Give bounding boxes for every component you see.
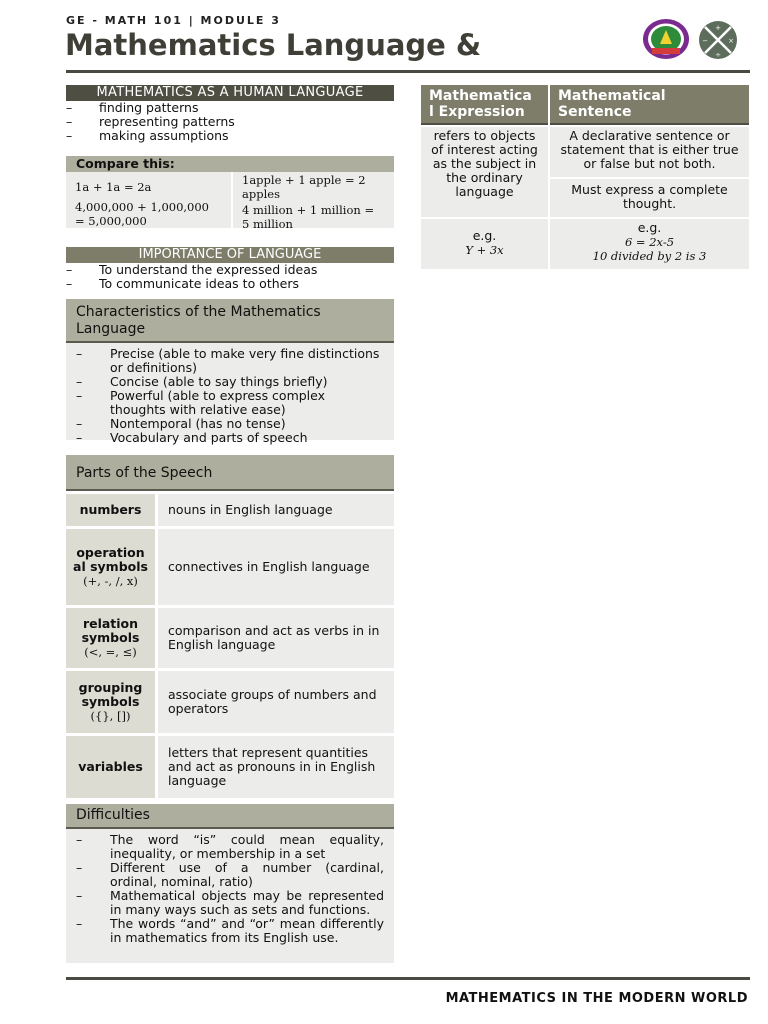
compare-line: 4 million + 1 million = 5 million (242, 203, 375, 231)
parts-heading: Parts of the Speech (66, 455, 394, 491)
list-item: – Mathematical objects may be represented in many ways such as sets and functions. (76, 889, 384, 917)
parts-term-label: grouping symbols (78, 680, 143, 709)
parts-term (66, 529, 155, 605)
parts-desc: nouns in English language (158, 494, 394, 526)
module-kicker: GE - MATH 101 | MODULE 3 (66, 14, 281, 27)
sentence-column-header: Mathematical Sentence (550, 85, 749, 125)
sentence-example-value-1: 6 = 2x-5 (624, 235, 675, 249)
parts-desc: connectives in English language (158, 529, 394, 605)
sentence-example (550, 219, 749, 269)
parts-term (66, 736, 155, 798)
compare-heading: Compare this: (66, 156, 394, 172)
list-item: – Vocabulary and parts of speech (76, 431, 384, 445)
college-seal-logo (642, 18, 690, 60)
svg-text:×: × (728, 37, 734, 45)
difficulties-section (66, 804, 394, 963)
parts-term-label: numbers (79, 502, 142, 517)
compare-section (66, 156, 394, 231)
difficulties-body (66, 829, 394, 963)
svg-text:−: − (702, 37, 708, 45)
characteristics-list (76, 347, 384, 445)
example-label: e.g. (472, 228, 497, 243)
parts-section (66, 455, 394, 798)
expression-example-value: Y + 3x (465, 243, 504, 257)
svg-text:÷: ÷ (715, 51, 721, 59)
human-language-heading: MATHEMATICS AS A HUMAN LANGUAGE (66, 85, 394, 101)
compare-line: 1apple + 1 apple = 2 apples (242, 173, 366, 201)
expression-definition: refers to objects of interest acting as the subject in the ordinary language (421, 127, 548, 217)
parts-row-operational (66, 529, 394, 605)
list-item: – representing patterns (66, 115, 394, 129)
sentence-requirement: Must express a complete thought. (550, 179, 749, 217)
sentence-definition: A declarative sentence or statement that is either true or false but not both. (550, 127, 749, 177)
svg-text:+: + (715, 24, 721, 32)
importance-heading: IMPORTANCE OF LANGUAGE (66, 247, 394, 263)
parts-term (66, 494, 155, 526)
importance-section (66, 247, 394, 291)
list-item: – finding patterns (66, 101, 394, 115)
characteristics-body (66, 343, 394, 445)
parts-term-symbols: ({}, []) (90, 709, 131, 723)
sentence-example-value-2: 10 divided by 2 is 3 (592, 249, 707, 263)
list-item: – To understand the expressed ideas (66, 263, 394, 277)
list-item: – Concise (able to say things briefly) (76, 375, 384, 389)
table-row (421, 219, 749, 269)
human-language-list (66, 101, 394, 143)
list-item: – Precise (able to make very fine distinctions or definitions) (76, 347, 384, 375)
list-item: – making assumptions (66, 129, 394, 143)
example-label: e.g. (637, 220, 662, 235)
parts-term-symbols: (+, -, /, x) (83, 574, 138, 588)
list-item: – To communicate ideas to others (66, 277, 394, 291)
expression-sentence-table (421, 85, 749, 269)
parts-term-label: relation symbols (81, 616, 140, 645)
parts-desc: letters that represent quantities and act as pronouns in in English language (158, 736, 394, 798)
compare-row (66, 172, 394, 231)
parts-term-label: operation al symbols (73, 545, 148, 574)
characteristics-heading: Characteristics of the Mathematics Language (66, 299, 394, 343)
parts-term-symbols: (<, =, ≤) (84, 645, 137, 659)
parts-term-label: variables (78, 759, 143, 774)
compare-cell-right (233, 172, 394, 231)
list-item: – The word “is” could mean equality, inequality, or membership in a set (76, 833, 384, 861)
list-item: – Different use of a number (cardinal, ordinal, nominal, ratio) (76, 861, 384, 889)
list-item: – Nontemporal (has no tense) (76, 417, 384, 431)
sentence-definition-cell (550, 127, 749, 217)
compare-line: 1a + 1a = 2a (75, 180, 152, 194)
parts-row-relation (66, 608, 394, 668)
expression-column-header: Mathematica l Expression (421, 85, 548, 125)
characteristics-section (66, 299, 394, 445)
compare-cell-left (66, 172, 231, 228)
math-symbols-logo (698, 20, 738, 60)
page-title: Mathematics Language & (65, 28, 482, 62)
parts-term (66, 608, 155, 668)
header-rule (66, 70, 750, 73)
table-row (421, 127, 749, 217)
importance-list (66, 263, 394, 291)
parts-desc: associate groups of numbers and operators (158, 671, 394, 733)
footer-title: MATHEMATICS IN THE MODERN WORLD (445, 991, 748, 1006)
parts-desc: comparison and act as verbs in in English language (158, 608, 394, 668)
parts-row-numbers (66, 494, 394, 526)
compare-line: 4,000,000 + 1,000,000 = 5,000,000 (75, 200, 210, 228)
human-language-section (66, 85, 394, 143)
difficulties-heading: Difficulties (66, 804, 394, 829)
list-item: – Powerful (able to express complex thoughts with relative ease) (76, 389, 384, 417)
list-item: – The words “and” and “or” mean differently in mathematics from its English use. (76, 917, 384, 945)
footer-rule (66, 977, 750, 980)
parts-row-grouping (66, 671, 394, 733)
difficulties-list (76, 833, 384, 945)
expression-example (421, 219, 548, 269)
parts-row-variables (66, 736, 394, 798)
parts-term (66, 671, 155, 733)
table-header-row (421, 85, 749, 125)
